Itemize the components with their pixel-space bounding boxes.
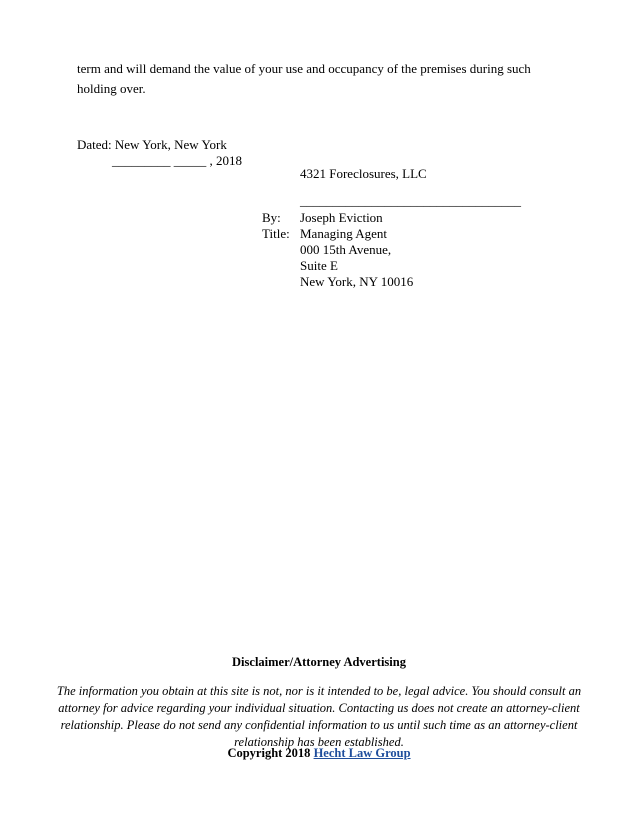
copyright-line <box>40 746 598 761</box>
company-name: 4321 Foreclosures, LLC <box>300 166 427 181</box>
body-paragraph: term and will demand the value of your use and occupancy of the premises during such holding over. <box>77 61 531 96</box>
disclaimer-title: Disclaimer/Attorney Advertising <box>232 655 406 669</box>
title-label: Title: <box>262 226 290 241</box>
disclaimer-text: The information you obtain at this site is not, nor is it intended to be, legal advice. You should consult an attorney for advice regarding your individual situation. Contacting us does not create an attorney-client relationship. Please do not send any confidential information to us until such time as an attorney-client relationship has been established. <box>56 684 582 749</box>
by-label: By: <box>262 210 281 225</box>
signer-name: Joseph Eviction <box>300 210 383 225</box>
signature-line: __________________________________ <box>300 193 521 208</box>
firm-link[interactable]: Hecht Law Group <box>313 746 411 760</box>
dated-line: Dated: New York, New York <box>77 137 227 152</box>
address-line-1: 000 15th Avenue, <box>300 242 392 257</box>
address-line-2: Suite E <box>300 258 338 273</box>
date-blank-line: _________ _____ , 2018 <box>112 153 242 168</box>
copyright-text: Copyright 2018 <box>227 746 311 760</box>
address-line-3: New York, NY 10016 <box>300 274 414 289</box>
signer-title: Managing Agent <box>300 226 388 241</box>
